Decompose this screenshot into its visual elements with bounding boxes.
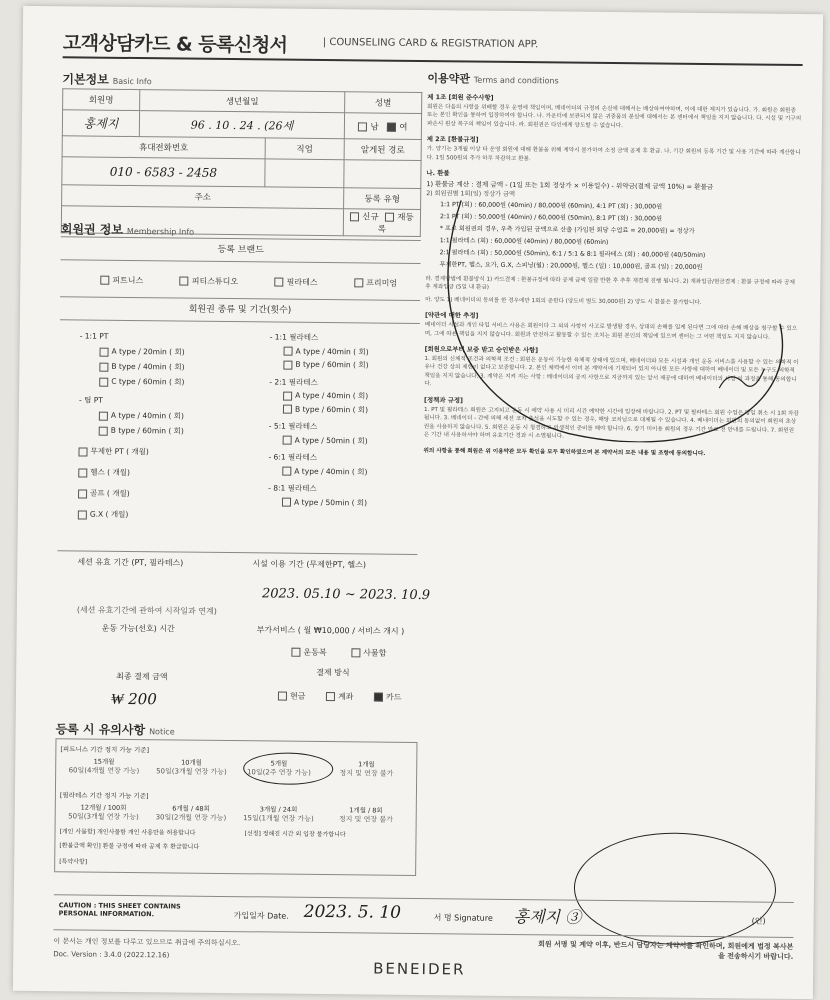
option-row[interactable]: A type / 40min ( 회) bbox=[79, 407, 249, 424]
basic-info-table bbox=[61, 88, 422, 237]
notice-row3a: [개인 사물함] 개인사물함 개인 사용만을 허용합니다 bbox=[59, 828, 196, 837]
signature-label: 서 명 Signature bbox=[433, 913, 493, 923]
option-row[interactable]: B type / 60min ( 회) bbox=[269, 357, 419, 372]
group-title: - 5:1 필라테스 bbox=[268, 421, 318, 431]
terms-section-1: 제 1조 [회원 준수사항] bbox=[427, 93, 494, 102]
terms-heading: 이용약관 Terms and conditions bbox=[427, 72, 559, 86]
notice-row4: [환불금액 확인] 환불 규정에 따라 공제 후 환급합니다 bbox=[59, 842, 200, 851]
form-title: 고객상담카드 & 등록신청서 bbox=[62, 32, 288, 57]
handdrawn-arc bbox=[446, 200, 784, 443]
route-label: 알게된 경로 bbox=[344, 139, 421, 161]
final-amount-label: 최종 결제 금액 bbox=[116, 671, 168, 682]
name-value[interactable]: 홍제지 bbox=[62, 110, 139, 137]
left-membership-column bbox=[78, 328, 250, 523]
phone-label: 휴대전화번호 bbox=[62, 136, 265, 159]
form-subtitle: | COUNSELING CARD & REGISTRATION APP. bbox=[322, 36, 539, 51]
option-row[interactable]: 골프 ( 개월) bbox=[78, 485, 248, 502]
address-label: 주소 bbox=[62, 185, 344, 209]
session-period-note: (세션 유효기간에 관하여 시작일과 연계) bbox=[76, 605, 217, 616]
birth-label: 생년월일 bbox=[140, 90, 345, 113]
notice-heading: 등록 시 유의사항 Notice bbox=[55, 722, 175, 738]
price-line: 2:1 필라테스 (회) : 50,000원 (50min), 6:1 / 5:1 & 8:1 필라테스 (회) : 40,000원 (40/50min) bbox=[439, 249, 706, 260]
agreement-text: 위의 사항을 통해 회원은 위 이용약관 모두 확인을 모두 확인하였으며 본 계약서의 모든 내용 및 조항에 동의합니다. bbox=[423, 448, 706, 458]
group-title: - 6:1 필라테스 bbox=[268, 452, 318, 462]
birth-value[interactable]: 96 . 10 . 24 . (26세 bbox=[139, 111, 344, 139]
notice-row3b: [선정] 정해진 시간 외 입장 불가합니다 bbox=[244, 830, 346, 839]
phone-value[interactable]: 010 - 6583 - 2458 bbox=[62, 157, 265, 187]
group-title: - 1:1 PT bbox=[79, 331, 109, 341]
terms-para-7: 1. PT 및 필라테스 회원은 고지되고 운동 시 예약 사용 시 미리 시간 예약한 시간에 입장해 바랍니다. 2. PT 및 필라테스 회원 수업은 당일 취소 시 1회 차감됩니다. 3. 베네이더 - 간에 의해 세션 코치 출석을 시도할 수 있는 경우, 해당 코치님으로 대체될 수 있습니다. 4. 베네이더는 회원의 동의없이 회원의 초상권을 사용하지 않습니다. 5. 회원은 운동 시 청결하고 위생적인 준비를 해야 합니다. 6. 장기 미이용 회원의 경우 기간 만료 전 안내를 드립니다. 7. 회원권은 기간 내 사용하셔야 하며 유효기간 경과 시 소멸됩니다. bbox=[423, 406, 799, 440]
brand-logo: BENEIDER bbox=[373, 959, 466, 979]
reg-type-options[interactable]: 신규 재등록 bbox=[343, 209, 420, 237]
terms-para-1: 회원은 다음의 사항을 위배할 경우 운영에 책임이며, 베네이더의 규정의 손실에 대해서는 배상하여야하며, 이에 대한 제지가 있습니다. 가. 회원은 회원증 또는 본인 확인을 통하여 입장하여야 합니다. 나. 카운터에 보관되지 않은 귀중품의 분실에 대해서는 본 센터에서 책임을 지지 않습니다. 다. 시설 및 기구의 파손시 원상 복구의 책임이 있습니다. 라. 회원권은 타인에게 양도할 수 없습니다. bbox=[426, 104, 802, 129]
registration-form-sheet bbox=[13, 6, 823, 999]
terms-para-6: 1. 회원의 신체적 조건과 의학적 조건 : 회원은 운동이 가능한 육체적 상태에 있으며, 베네이더와 모든 시설과 개인 운동 서비스를 사용할 수 있는 의학적 이유나 건강 상의 제한이 없다고 보증합니다. 2. 본인 체력에서 이미 본 계약서에 기재되어 있지 아니한 모든 사항에 대하여 베네이더 및 모든 누구도 의학적 책임을 지지 않습니다. 3. 계약은 지켜 지는 사항 : 베네이더의 공지 사항으로 지금까지 있는 앞서 제공에 대하여 베네이더의 시정 이 과정을 통해 동의합니다. bbox=[424, 356, 799, 388]
signature-value[interactable]: 홍제지 ③ bbox=[513, 907, 582, 927]
addon-label: 부가서비스 ( 월 ₩10,000 / 서비스 개시 ) bbox=[256, 625, 405, 636]
gender-label: 성별 bbox=[345, 92, 422, 114]
option-row[interactable]: A type / 50min ( 회) bbox=[268, 495, 418, 510]
doc-version: Doc. Version : 3.4.0 (2022.12.16) bbox=[53, 950, 170, 960]
brand-label: 등록 브랜드 bbox=[61, 236, 421, 264]
usage-period-label: 시설 이용 기간 (무제한PT, 헬스) bbox=[252, 559, 367, 570]
header-divider bbox=[63, 56, 803, 66]
notice-row1-head: [피트니스 기간 정지 가능 기준] bbox=[60, 745, 150, 755]
basic-info-heading: 기본정보 Basic Info bbox=[62, 72, 152, 87]
final-amount-value[interactable]: ₩ 200 bbox=[110, 689, 157, 709]
option-row[interactable]: 헬스 ( 개월) bbox=[78, 464, 248, 481]
job-label: 직업 bbox=[265, 138, 344, 160]
job-value[interactable] bbox=[265, 159, 344, 188]
group-title: - 8:1 필라테스 bbox=[268, 483, 317, 493]
date-label: 가입일자 Date. bbox=[233, 911, 289, 921]
terms-para-2: 가. 양기는 3개월 이상 타 운영 회원에 대해 환불을 위해 계약시 불가하여 소정 금액 공제 후 환급. 나. 기간 회원의 등록 기간 및 사용 기간에 따라 계산합니다. 1일 500원의 추가 하루 차감하고 환불. bbox=[426, 146, 801, 162]
option-row[interactable]: A type / 40min ( 회) bbox=[269, 388, 419, 403]
option-row[interactable]: B type / 60min ( 회) bbox=[79, 422, 249, 439]
option-row[interactable]: A type / 40min ( 회) bbox=[270, 344, 420, 359]
terms-para-4: 마. 양도 1) 베네이더의 동의를 한 경우에만 1회의 준한다 (양도비 별도 30,000원) 2) 양도 시 환불은 불가합니다. bbox=[425, 296, 702, 306]
types-label: 회원권 종류 및 기간(횟수) bbox=[60, 296, 420, 324]
date-value[interactable]: 2023. 5. 10 bbox=[303, 901, 402, 923]
terms-section-3: [약관에 대한 추정] bbox=[424, 311, 479, 320]
usage-period-value[interactable]: 2023. 05.10 ~ 2023. 10.9 bbox=[261, 586, 431, 604]
refund-sub: 2) 회원권별 1회(일) 정상가 금액 bbox=[426, 190, 516, 199]
caution-text: CAUTION : THIS SHEET CONTAINS PERSONAL INFORMATION. bbox=[58, 901, 181, 919]
name-label: 회원명 bbox=[63, 89, 140, 111]
terms-section-2: 제 2조 [환불규정] bbox=[426, 135, 479, 144]
option-row[interactable]: A type / 50min ( 회) bbox=[269, 433, 419, 448]
option-row[interactable]: B type / 40min ( 회) bbox=[79, 358, 249, 375]
group-title: - 2:1 필라테스 bbox=[269, 376, 318, 387]
route-value[interactable] bbox=[344, 160, 421, 189]
gender-options[interactable]: 남 여 bbox=[344, 113, 421, 140]
handdrawn-marks bbox=[419, 170, 812, 444]
addon-options[interactable]: 운동복 사물함 bbox=[291, 647, 386, 659]
brand-options[interactable]: 피트니스 피티스튜디오 필라테스 프리미엄 bbox=[100, 275, 397, 289]
price-line: 1:1 필라테스 (회) : 60,000원 (40min) / 80,000원 (60min) bbox=[439, 237, 609, 247]
bottom-note: 회원 서명 및 계약 이후, 반드시 담당자는 계약서를 확인하며, 회원에게 법정 복사본을 전송하시기 바랍니다. bbox=[538, 940, 794, 961]
option-row[interactable]: A type / 20min ( 회) bbox=[79, 343, 249, 360]
payment-method-label: 결제 방식 bbox=[316, 667, 350, 678]
seal-label: (인) bbox=[751, 916, 766, 926]
refund-title: 나. 환불 bbox=[426, 169, 450, 178]
terms-section-4: [회원으로부터 보증 받고 승인받은 사항] bbox=[424, 345, 539, 355]
exercise-time-label: 운동 가능(선호) 시간 bbox=[101, 623, 175, 634]
option-row[interactable]: 무제한 PT ( 개월) bbox=[78, 443, 248, 460]
group-title: - 팀 PT bbox=[79, 395, 103, 405]
price-line: 무제한PT, 헬스, 요가, G.X, 스피닝(월) : 20,000원, 헬스 (일) : 10,000원, 골프 (일) : 20,000원 bbox=[439, 261, 703, 271]
price-line: * 프로 회원권의 경우, 우측 가입된 금액으로 산출 (가입된 회당 수업료 = 20,000원) = 정상가 bbox=[439, 225, 695, 235]
right-membership-column bbox=[268, 330, 420, 510]
group-title: - 1:1 필라테스 bbox=[269, 332, 319, 342]
notice-row2: 12개월 / 100회 50일(3개월 연장 가능) 6개월 / 48회 30일(2개월 연장 가능) 3개월 / 24회 15일(1개월 연장 가능) 1개월 / 8회 정지 및 연장 불가 bbox=[68, 803, 393, 824]
option-row[interactable]: A type / 40min ( 회) bbox=[268, 464, 418, 479]
footnote: 이 문서는 개인 정보를 다루고 있으므로 취급에 주의하십시오. bbox=[53, 937, 241, 948]
session-period-label: 세션 유효 기간 (PT, 필라테스) bbox=[77, 557, 184, 568]
handdrawn-scribble bbox=[719, 368, 764, 388]
notice-row2-head: [필라테스 기간 정지 가능 기준] bbox=[59, 791, 149, 801]
refund-formula: 1) 환불금 계산 : 결제 금액 - (1일 또는 1회 정상가 × 이용일수) - 위약금(결제 금액 10%) = 환불금 bbox=[426, 180, 714, 192]
notice-row1: 15개월 60일(4개월 연장 가능) 10개월 50일(3개월 연장 가능) 5개월 10일(2주 연장 가능) 1개월 정지 및 연장 불가 bbox=[68, 757, 394, 778]
reg-type-label: 등록 유형 bbox=[344, 188, 421, 210]
price-line: 2:1 PT (회) : 50,000원 (40min) / 60,000원 (50min), 8:1 PT (회) : 30,000원 bbox=[439, 213, 662, 223]
option-row[interactable]: B type / 60min ( 회) bbox=[269, 402, 419, 417]
price-line: 1:1 PT (회) : 60,000원 (40min) / 80,000원 (60min), 4:1 PT (회) : 30,000원 bbox=[440, 201, 663, 211]
option-row[interactable]: C type / 60min ( 회) bbox=[79, 373, 249, 390]
terms-section-5: [정책과 규정] bbox=[424, 395, 464, 405]
notice-row5: [특약사항] bbox=[59, 858, 88, 866]
payment-options[interactable]: 현금 계좌 카드 bbox=[278, 691, 402, 703]
terms-para-5: 베네이더 시설과 개인 타입 서비스 사용은 회원이다 그 외의 사항이 사고로 발생할 경우, 상대의 손해를 입게 된다면 그에 따라 손해 배상을 청구할 수 있으며, 그에 따른 책임을 지지 않습니다. 회원과 안전하고 활동할 수 있는 조치는 회원 본인의 책임에 있으며 센터는 그 어떤 책임도 지지 않습니다. bbox=[424, 322, 798, 341]
membership-heading: 회원권 정보 Membership Info bbox=[60, 222, 195, 237]
option-row[interactable]: G.X ( 개월) bbox=[78, 506, 248, 523]
terms-para-3: 라. 결제방법에 환불방식 1) 카드결제 : 환불규정에 따라 공제 금액 일괄 반환 후 추후 재결제 진행 됩니다. 2) 계좌입금/현금결제 : 환불 규정에 따라 공제 후 계좌입금 (5일 내 환급) bbox=[425, 276, 795, 292]
